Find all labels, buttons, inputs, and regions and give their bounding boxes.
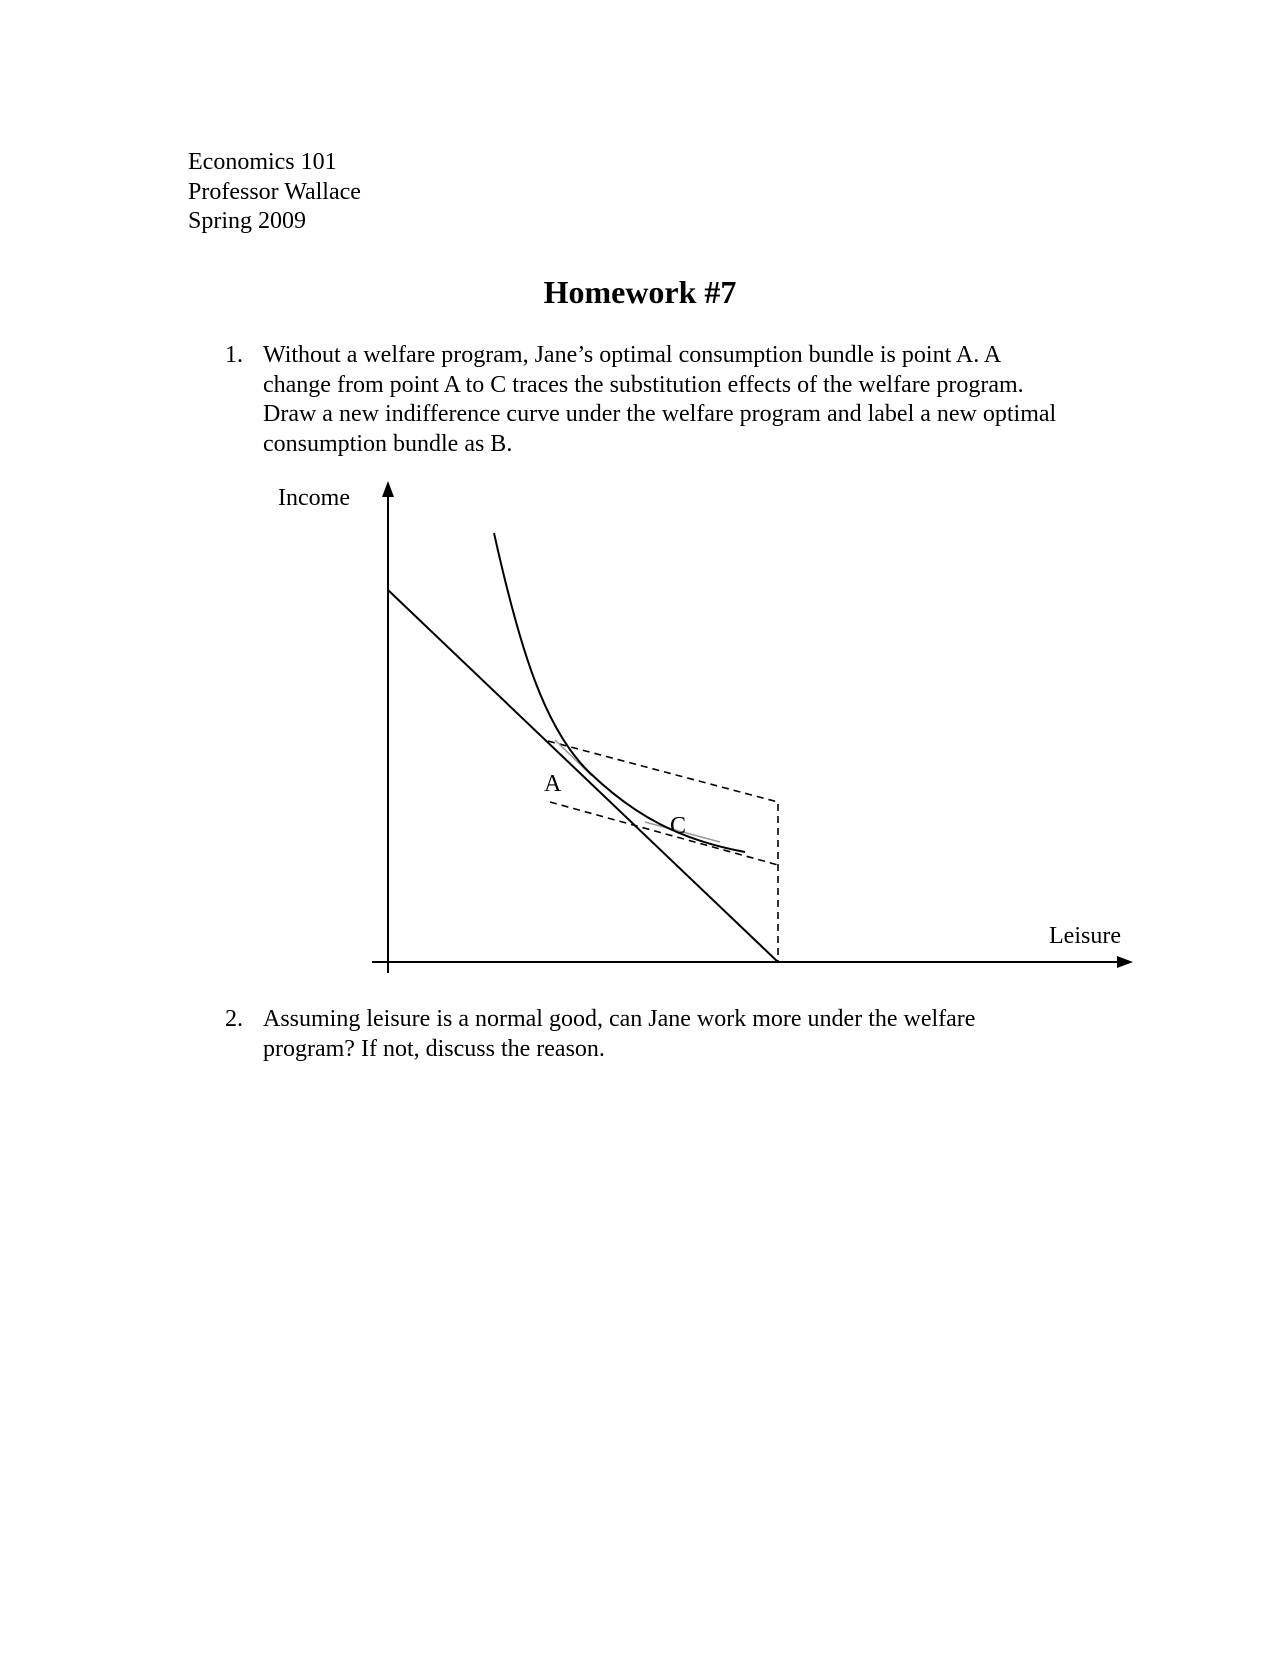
professor-name: Professor Wallace bbox=[188, 178, 361, 205]
compensated-budget-line bbox=[550, 802, 778, 865]
term: Spring 2009 bbox=[188, 208, 307, 234]
question-text: Assuming leisure is a normal good, can Jane work more under the welfare program? If not, discuss the reason. bbox=[263, 1006, 976, 1062]
question-2 bbox=[225, 1005, 1085, 1064]
x-axis-label: Leisure bbox=[1049, 923, 1121, 949]
point-a-label: A bbox=[544, 771, 562, 797]
course-name: Economics 101 bbox=[188, 149, 337, 175]
point-c-label: C bbox=[670, 813, 687, 839]
budget-line bbox=[388, 590, 778, 962]
indifference-curve bbox=[494, 533, 745, 852]
question-number: 2. bbox=[225, 1006, 243, 1032]
question-text: Without a welfare program, Jane’s optimal consumption bundle is point A. A change from point A to C traces the substitution effects of the welfare program. Draw a new indifference curve under the welfare program and label a new optimal consumption bundle as B. bbox=[263, 342, 1057, 457]
y-axis-label: Income bbox=[278, 485, 350, 511]
x-axis-arrow-icon bbox=[1117, 956, 1133, 968]
y-axis-arrow-icon bbox=[382, 481, 394, 497]
page-title: Homework #7 bbox=[543, 274, 737, 310]
question-number: 1. bbox=[225, 342, 243, 368]
